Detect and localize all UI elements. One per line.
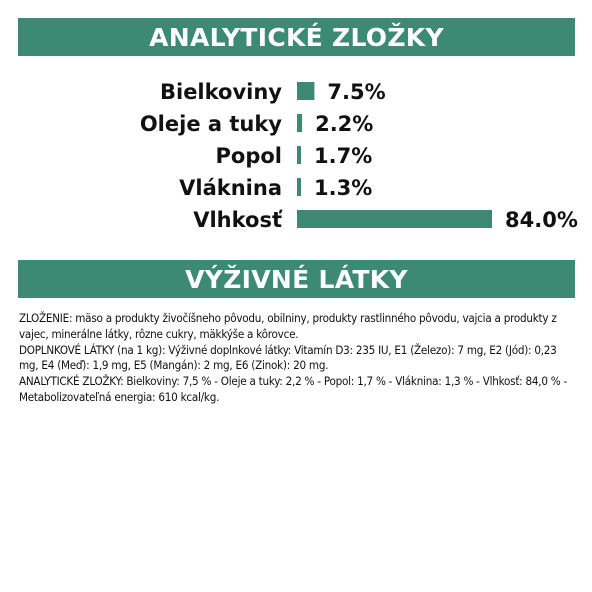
- bar: [297, 82, 314, 100]
- analytic-paragraph: ANALYTICKÉ ZLOŽKY: Bielkoviny: 7,5 % - Oleje a tuky: 2,2 % - Popol: 1,7 % - Vláknina: 1,3 % - Vlhkosť: 84,0 % - Metabolizovateľná energia: 610 kcal/kg.: [19, 374, 568, 404]
- bar: [297, 114, 302, 132]
- value-label: 84.0%: [505, 208, 578, 232]
- value-label: 2.2%: [315, 112, 374, 136]
- value-label: 1.3%: [314, 176, 373, 200]
- composition-paragraph: ZLOŽENIE: mäso a produkty živočíšneho pôvodu, obilniny, produkty rastlinného pôvodu, vajcia a produkty z vajec, minerálne látky, rôzne cukry, mäkkýše a kôrovce.: [19, 311, 557, 341]
- bar: [297, 210, 492, 228]
- category-label: Popol: [215, 144, 282, 168]
- additives-paragraph: DOPLNKOVÉ LÁTKY (na 1 kg): Výživné doplnkové látky: Vitamín D3: 235 IU, E1 (Železo): 7 mg, E2 (Jód): 0,23 mg, E4 (Meď): 1,9 mg, E5 (Mangán): 2 mg, E6 (Zinok): 20 mg.: [19, 342, 557, 373]
- category-label: Vlhkosť: [193, 208, 282, 232]
- value-label: 1.7%: [314, 144, 373, 168]
- bar: [297, 178, 301, 196]
- analytic-constituents-chart: [0, 70, 592, 240]
- category-label: Vláknina: [179, 176, 282, 200]
- analytic-constituents-header: [18, 18, 575, 56]
- nutrients-header: [18, 260, 575, 298]
- bar: [297, 146, 301, 164]
- analytic-constituents-title: ANALYTICKÉ ZLOŽKY: [149, 22, 444, 52]
- chart-rows: [140, 80, 578, 232]
- nutrients-title: VÝŽIVNÉ LÁTKY: [185, 264, 408, 294]
- value-label: 7.5%: [327, 80, 386, 104]
- composition-text: [19, 311, 575, 406]
- category-label: Oleje a tuky: [139, 112, 282, 136]
- category-label: Bielkoviny: [159, 80, 282, 104]
